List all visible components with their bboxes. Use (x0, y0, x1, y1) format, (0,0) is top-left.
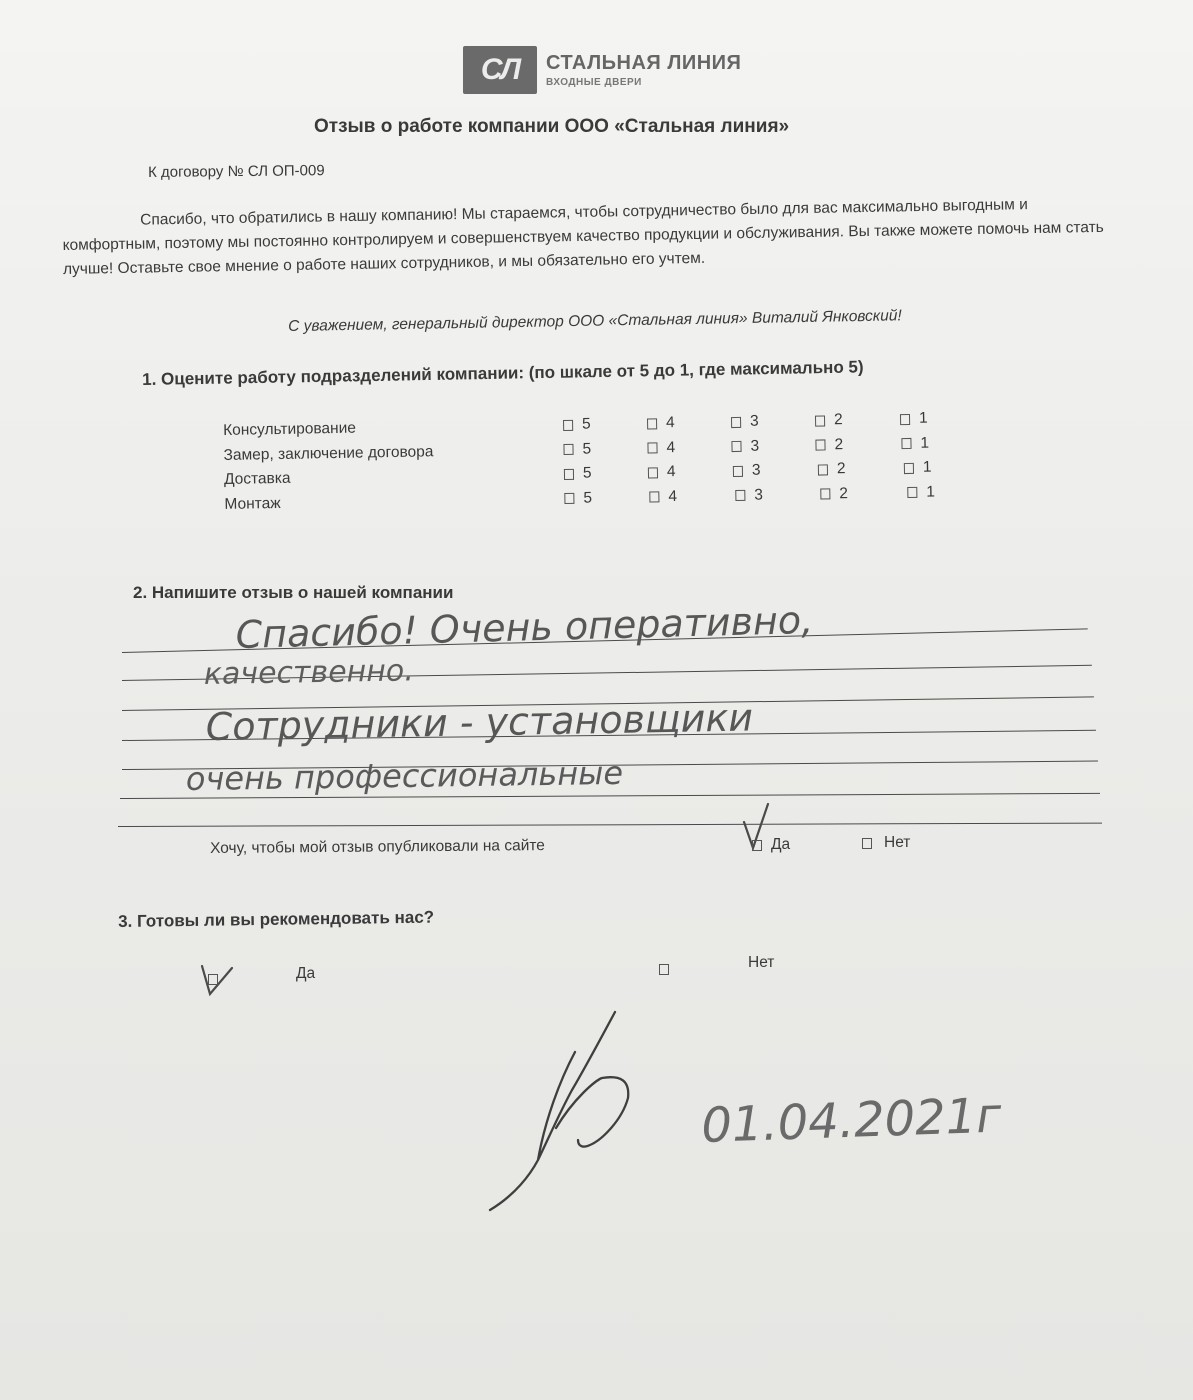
recommend-no-checkbox[interactable] (659, 964, 669, 975)
option-label: 1 (922, 458, 932, 476)
option-label: 4 (665, 414, 675, 432)
rating-row-label: Доставка (223, 469, 291, 488)
publish-yes-checkbox[interactable] (752, 840, 762, 851)
rating-row-label: Монтаж (224, 494, 281, 513)
option-label: 1 (920, 434, 930, 452)
recommend-yes-label: Да (296, 965, 316, 982)
page-title: Отзыв о работе компании ООО «Стальная линия» (314, 116, 790, 137)
publish-no-label: Нет (884, 834, 911, 851)
publish-yes-option[interactable] (752, 836, 790, 854)
option-label: 4 (668, 487, 678, 505)
option-label: 5 (581, 415, 591, 433)
option-label: 1 (926, 483, 936, 501)
option-label: 2 (836, 460, 846, 478)
publish-no-option[interactable] (862, 834, 910, 852)
rating-row-label: Консультирование (222, 419, 357, 439)
option-label: 4 (666, 463, 676, 481)
handwritten-line: очень профессиональные (185, 753, 624, 798)
publish-yes-label: Да (771, 836, 791, 853)
contract-number: К договору № СЛ ОП-009 (148, 162, 325, 181)
rating-row-label: Замер, заключение договора (223, 442, 434, 464)
publish-consent-label: Хочу, чтобы мой отзыв опубликовали на сайте (210, 837, 545, 857)
handwritten-line: Сотрудники - установщики (205, 695, 754, 749)
option-label: 2 (839, 484, 849, 502)
question-3-heading: 3. Готовы ли вы рекомендовать нас? (118, 907, 435, 931)
option-label: 2 (834, 435, 844, 453)
option-label: 2 (833, 411, 843, 429)
publish-no-checkbox[interactable] (862, 838, 872, 849)
option-label: 3 (751, 461, 761, 479)
option-label: 5 (582, 464, 592, 482)
question-2-heading: 2. Напишите отзыв о нашей компании (133, 583, 454, 602)
recommend-yes-checkbox[interactable] (208, 974, 218, 985)
handwritten-line: качественно. (203, 653, 415, 692)
option-label: 3 (754, 486, 764, 504)
handwritten-line: Спасибо! Очень оперативно, (235, 597, 814, 657)
logo-tagline: ВХОДНЫЕ ДВЕРИ (546, 77, 642, 88)
option-label: 5 (583, 489, 593, 507)
option-label: 3 (750, 437, 760, 455)
logo-mark-text: СЛ (480, 53, 520, 86)
option-label: 4 (666, 438, 676, 456)
option-label: 1 (918, 409, 928, 427)
recommend-no-label: Нет (748, 954, 775, 971)
logo-company-name: СТАЛЬНАЯ ЛИНИЯ (546, 52, 742, 74)
option-label: 5 (582, 440, 592, 458)
question-1-heading: 1. Оцените работу подразделений компании: (по шкале от 5 до 1, где максимально 5) (142, 357, 864, 389)
handwritten-date: 01.04.2021г (700, 1087, 1003, 1154)
option-label: 3 (749, 412, 759, 430)
director-regards: С уважением, генеральный директор ООО «Стальная линия» Виталий Янковский! (288, 307, 902, 335)
intro-text: Спасибо, что обратились в нашу компанию! Мы стараемся, чтобы сотрудничество было для вас максимально выгодным и комфортным, поэтому мы постоянно контролируем и совершенствуем качество продукции и обслуживания. Вы также можете помочь нам стать лучше! Оставьте свое мнение о работе наших сотрудников, и мы обязательно его учтем. (62, 196, 1104, 278)
signature (490, 1012, 628, 1210)
